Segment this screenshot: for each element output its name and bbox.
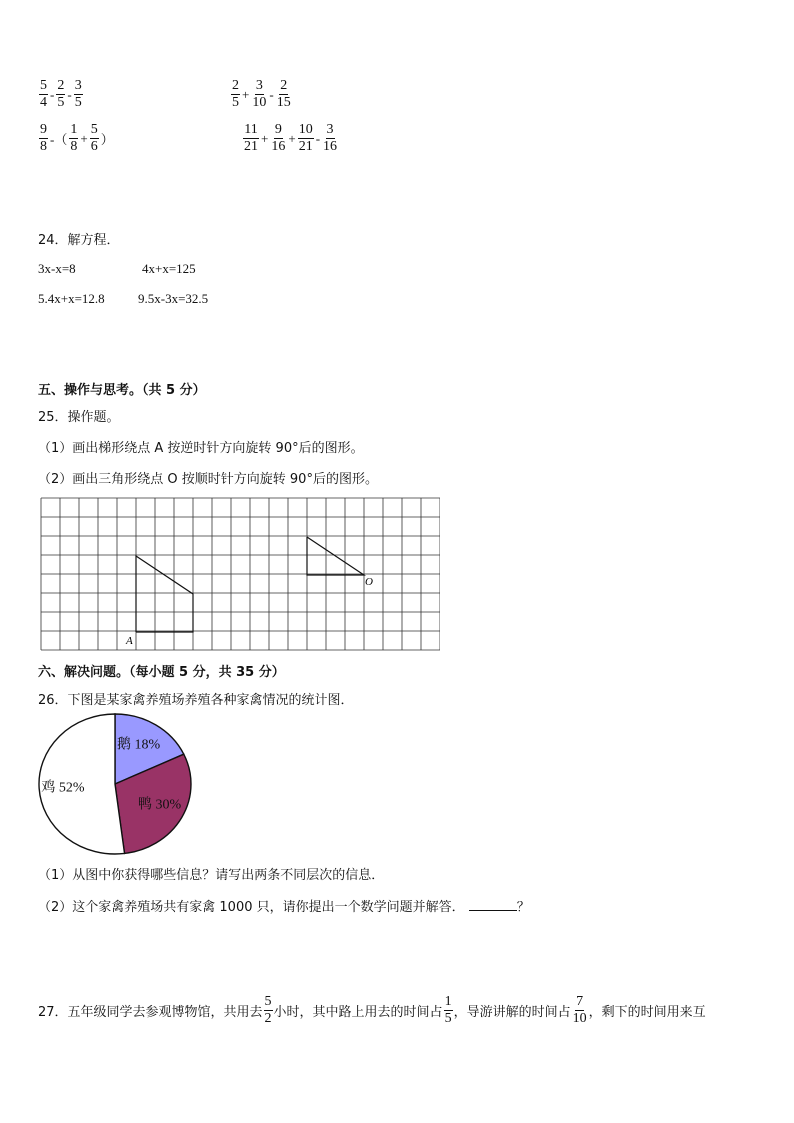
fraction: $\frac{5}{4}$ [40, 78, 47, 110]
q26-part2-text: （2）这个家禽养殖场共有家禽 1000 只，请你提出一个数学问题并解答． [38, 900, 465, 915]
fraction: $\frac{7}{10}$ [572, 994, 587, 1026]
equation-1: 3x-x=8 [38, 261, 76, 276]
q27-text-1: 27．五年级同学去参观博物馆，共用去 [38, 1005, 263, 1020]
fraction: $\frac{2}{15}$ [276, 78, 291, 110]
q25-part2: （2）画出三角形绕点 O 按顺时针方向旋转 90°后的图形。 [38, 472, 378, 487]
fraction: $\frac{10}{21}$ [298, 122, 313, 154]
q27-text-4: ，剩下的时间用来互 [588, 1005, 706, 1020]
trapezoid-shape [136, 556, 193, 632]
q25-title: 25．操作题。 [38, 410, 120, 425]
q26-title: 26．下图是某家禽养殖场养殖各种家禽情况的统计图． [38, 693, 354, 708]
fraction: $\frac{2}{5}$ [232, 78, 239, 110]
fraction: $\frac{3}{10}$ [252, 78, 267, 110]
equation-3: 5.4x+x=12.8 [38, 291, 105, 306]
triangle-shape [307, 537, 364, 575]
q26-part2 [38, 896, 530, 915]
q24-title: 24．解方程． [38, 233, 120, 248]
section5-heading: 五、操作与思考。（共 5 分） [38, 383, 206, 398]
fraction: $\frac{5}{6}$ [90, 122, 98, 154]
fraction: $\frac{9}{16}$ [271, 122, 286, 154]
fraction: $\frac{11}{21}$ [244, 122, 258, 154]
equation-2: 4x+x=125 [142, 261, 196, 276]
q27-line [38, 994, 706, 1027]
fraction: $\frac{3}{16}$ [323, 122, 338, 154]
grid-figure [40, 497, 440, 651]
expression-4: $\frac{11}{21}$ + $\frac{9}{16}$ + $\frac{10}{21}$ - $\frac{3}{16}$ [244, 122, 338, 154]
pie-label-鸡: 鸡 52% [41, 780, 85, 796]
pie-label-鹅: 鹅 18% [117, 737, 161, 753]
expression-1: $\frac{5}{4}$ - $\frac{2}{5}$ - $\frac{3}{5}$ [40, 78, 82, 110]
q25-part1: （1）画出梯形绕点 A 按逆时针方向旋转 90°后的图形。 [38, 441, 364, 456]
q27-text-2: 小时，其中路上用去的时间占 [273, 1005, 443, 1020]
fraction: $\frac{5}{2}$ [264, 994, 272, 1026]
point-o-label: O [365, 576, 373, 588]
equation-4: 9.5x-3x=32.5 [138, 291, 209, 306]
fraction: $\frac{3}{5}$ [74, 78, 82, 110]
q27-text-3: ，导游讲解的时间占 [453, 1005, 571, 1020]
q26-part1: （1）从图中你获得哪些信息？请写出两条不同层次的信息． [38, 868, 385, 883]
section6-heading: 六、解决问题。（每小题 5 分，共 35 分） [38, 665, 285, 680]
answer-blank[interactable] [469, 898, 517, 911]
pie-chart [38, 712, 198, 856]
expression-3: $\frac{9}{8}$ -（ $\frac{1}{8}$ + $\frac{5}{6}$ ） [40, 122, 114, 154]
fraction: $\frac{9}{8}$ [40, 122, 47, 154]
fraction: $\frac{1}{5}$ [444, 994, 452, 1026]
fraction: $\frac{1}{8}$ [70, 122, 78, 154]
pie-label-鸭: 鸭 30% [138, 797, 182, 813]
expression-2: $\frac{2}{5}$ + $\frac{3}{10}$ - $\frac{2}{15}$ [232, 78, 291, 110]
q26-question-mark: ？ [516, 900, 530, 915]
grid-lines [41, 498, 440, 650]
fraction: $\frac{2}{5}$ [57, 78, 65, 110]
point-a-label: A [126, 635, 133, 647]
